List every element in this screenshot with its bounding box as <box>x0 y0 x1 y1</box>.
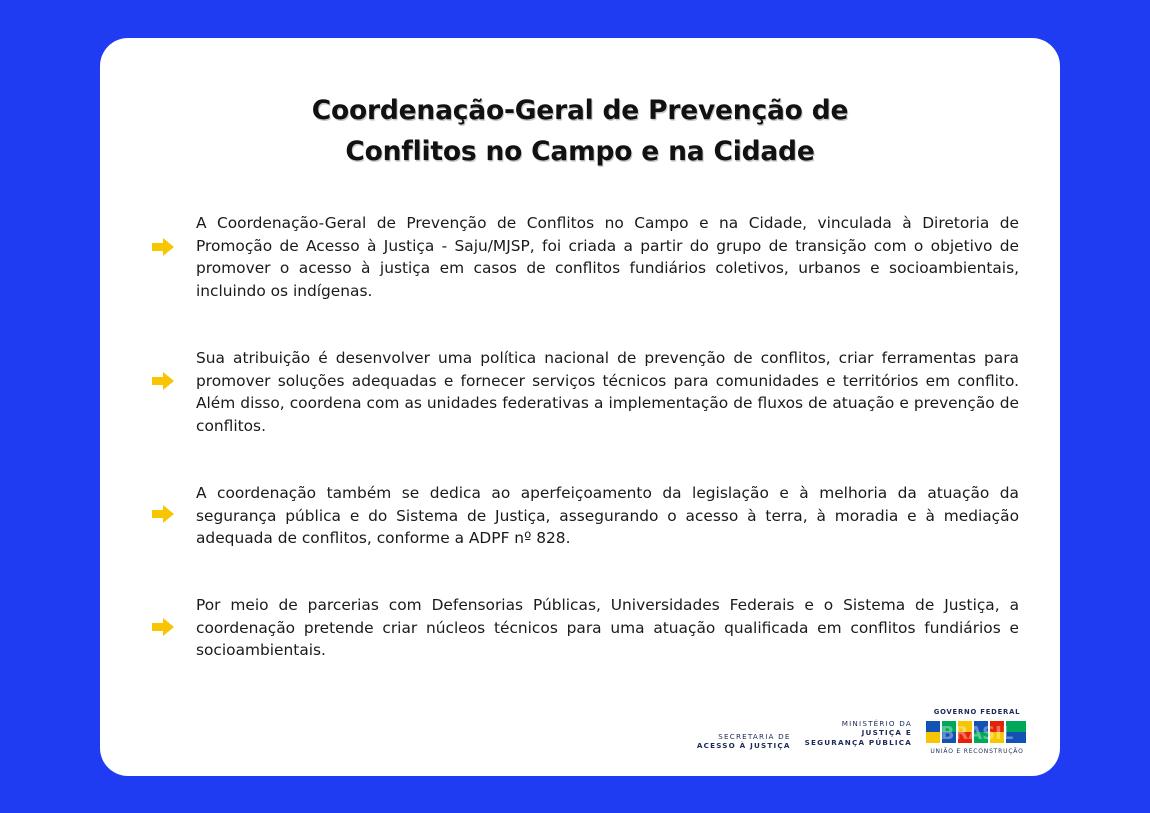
brasil-logo-text: BRASIL <box>940 723 1014 744</box>
gov-top-text: GOVERNO FEDERAL <box>933 708 1021 716</box>
mjsp-line-1: MINISTÉRIO DA <box>841 718 912 728</box>
mjsp-logo <box>805 719 912 748</box>
gov-bottom-text: UNIÃO E RECONSTRUÇÃO <box>930 748 1024 755</box>
mjsp-line-3: SEGURANÇA PÚBLICA <box>804 737 912 747</box>
arrow-right-icon <box>151 237 175 257</box>
title-line-2: Conflitos no Campo e na Cidade <box>345 136 815 167</box>
arrow-right-icon <box>151 371 175 391</box>
brasil-logo-icon <box>926 717 1028 747</box>
arrow-right-icon <box>151 617 175 637</box>
arrow-right-icon <box>151 504 175 524</box>
footer-logos <box>697 708 1028 758</box>
paragraph-2: Sua atribuição é desenvolver uma política nacional de prevenção de conflitos, criar ferramentas para promover soluções adequadas e fornecer serviços técnicos para comunidades e territórios em conflito. Além disso, coordena com as unidades federativas a implementação de fluxos de atuação e prevenção de conflitos. <box>196 349 1019 435</box>
paragraph-3: A coordenação também se dedica ao aperfeiçoamento da legislação e à melhoria da atuação da segurança pública e do Sistema de Justiça, assegurando o acesso à terra, à moradia e à mediação adequada de conflitos, conforme a ADPF nº 828. <box>196 484 1019 547</box>
governo-federal-logo <box>926 708 1028 758</box>
paragraph-4: Por meio de parcerias com Defensorias Públicas, Universidades Federais e o Sistema de Justiça, a coordenação pretende criar núcleos técnicos para uma atuação qualificada em conflitos fundiários e socioambientais. <box>196 596 1019 659</box>
content-card <box>100 38 1060 776</box>
paragraph-1: A Coordenação-Geral de Prevenção de Conflitos no Campo e na Cidade, vinculada à Diretoria de Promoção de Acesso à Justiça - Saju/MJSP, foi criada a partir do grupo de transição com o objetivo de promover o acesso à justiça em casos de conflitos fundiários coletivos, urbanos e socioambientais, incluindo os indígenas. <box>196 214 1019 300</box>
saju-line-1: SECRETARIA DE <box>718 731 791 741</box>
mjsp-line-2: JUSTIÇA E <box>861 728 912 738</box>
page-title <box>100 90 1060 172</box>
saju-line-2: ACESSO À JUSTIÇA <box>696 741 791 750</box>
title-line-1: Coordenação-Geral de Prevenção de <box>311 95 849 126</box>
saju-logo <box>697 732 791 751</box>
